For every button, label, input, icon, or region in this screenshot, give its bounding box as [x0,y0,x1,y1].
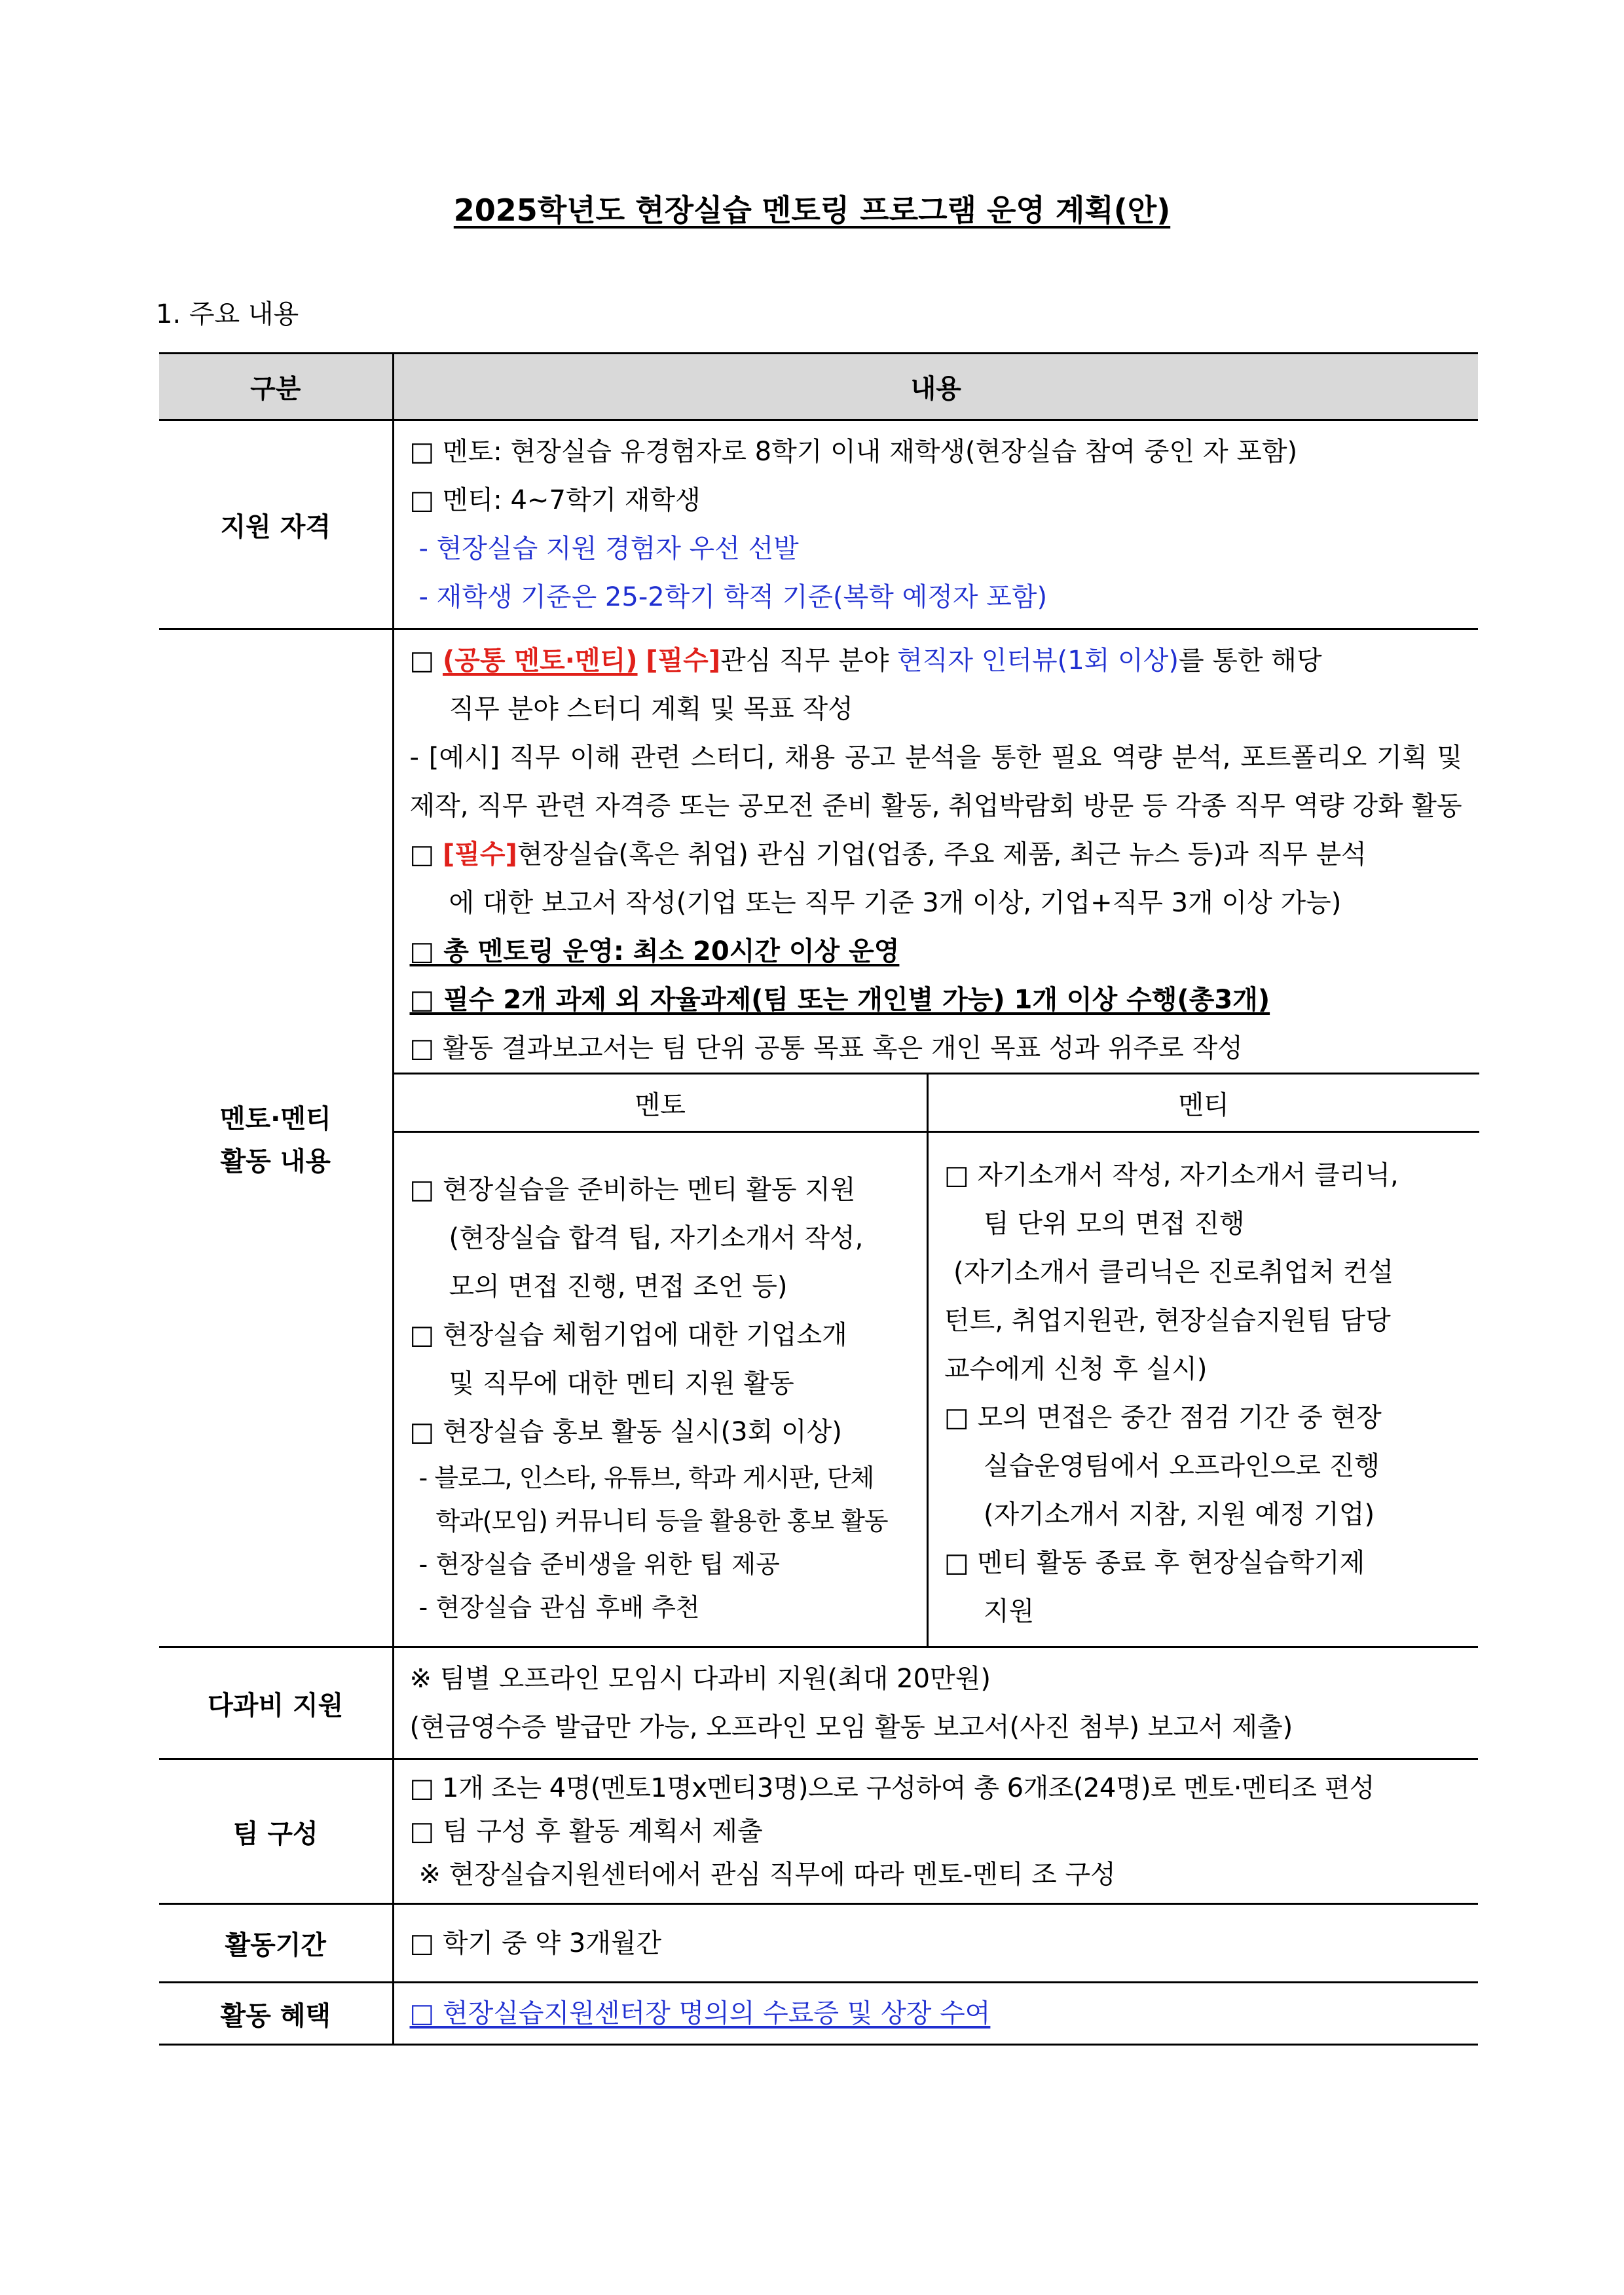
mentee-item: 팀 단위 모의 면접 진행 [984,1209,1245,1239]
mentee-item: □ 자기소개서 작성, 자기소개서 클리닉, [944,1160,1399,1190]
benefit-line: □ 현장실습지원센터장 명의의 수료증 및 상장 수여 [409,1998,991,2029]
header-category: 구분 [159,354,393,420]
eligibility-line: □ 멘티: 4~7학기 재학생 [409,485,701,515]
mentor-item: 및 직무에 대한 멘티 지원 활동 [449,1368,794,1399]
mentor-item: 학과(모임) 커뮤니티 등을 활용한 홍보 활동 [435,1507,888,1535]
mentor-header: 멘토 [394,1074,928,1132]
eligibility-row [159,420,1478,629]
period-content [393,1904,1478,1983]
header-content: 내용 [393,354,1478,420]
team-line: □ 1개 조는 4명(멘토1명x멘티3명)으로 구성하여 총 6개조(24명)로 멘토·멘티조 편성 [409,1773,1375,1803]
period-line: □ 학기 중 약 3개월간 [409,1928,662,1958]
team-line: □ 팀 구성 후 활동 계획서 제출 [409,1816,763,1846]
result-report-line: □ 활동 결과보고서는 팀 단위 공통 목표 혹은 개인 목표 성과 위주로 작성 [409,1033,1243,1063]
report-required-tag: [필수] [443,839,517,870]
report-requirement-line1 [410,830,1463,879]
mentee-header: 멘티 [928,1074,1479,1132]
activities-row [159,629,1478,1647]
report-text: 현장실습(혹은 취업) 관심 기업(업종, 주요 제품, 최근 뉴스 등)과 직무 분석 [517,839,1367,870]
common-requirement-line2: 직무 분야 스터디 계획 및 목표 작성 [449,694,853,724]
team-content [393,1759,1478,1904]
mentor-item: 모의 면접 진행, 면접 조언 등) [449,1272,788,1302]
common-text-end: 를 통한 해당 [1178,646,1322,676]
mentor-item: - 현장실습 관심 후배 추천 [418,1593,700,1622]
team-row [159,1759,1478,1904]
page-title: 2025학년도 현장실습 멘토링 프로그램 운영 계획(안) [453,193,1171,228]
mentee-item: (자기소개서 클리닉은 진로취업처 컨설 [953,1257,1393,1287]
subtable-header [394,1074,1479,1132]
required-tag: [필수] [646,646,721,676]
main-table [159,352,1478,2046]
mentee-item: □ 멘티 활동 종료 후 현장실습학기제 [944,1548,1365,1578]
report-requirement-line2: 에 대한 보고서 작성(기업 또는 직무 기준 3개 이상, 기업+직무 3개 이상 가능) [449,888,1342,918]
self-task-line: □ 필수 2개 과제 외 자율과제(팀 또는 개인별 가능) 1개 이상 수행(총3개) [409,985,1270,1015]
mentor-mentee-subtable [394,1073,1479,1646]
activities-content [393,629,1478,1647]
common-text: 관심 직무 분야 [720,646,898,676]
table-header-row [159,354,1478,420]
mentee-item: 지원 [984,1596,1035,1626]
mentee-column [928,1132,1479,1647]
meeting-support-line: ※ 팀별 오프라인 모임시 다과비 지원(최대 20만원) [409,1664,991,1694]
example-text: - [예시] 직무 이해 관련 스터디, 채용 공고 분석을 통한 필요 역량 분석, 포트폴리오 기획 및 제작, 직무 관련 자격증 또는 공모전 준비 활동, 취업박람회 방문 등 각종 직무 역량 강화 활동 [409,743,1462,821]
meeting-support-line: (현금영수증 발급만 가능, 오프라인 모임 활동 보고서(사진 첨부) 보고서 제출) [409,1712,1293,1742]
mentor-item: (현장실습 합격 팁, 자기소개서 작성, [449,1223,864,1253]
eligibility-label: 지원 자격 [159,420,393,629]
activities-label [159,629,393,1647]
benefit-label: 활동 혜택 [159,1983,393,2045]
mentor-item: □ 현장실습을 준비하는 멘티 활동 지원 [409,1175,856,1205]
common-requirement-line1 [410,636,1463,685]
mentor-item: □ 현장실습 홍보 활동 실시(3회 이상) [409,1417,842,1447]
eligibility-line: - 현장실습 지원 경험자 우선 선발 [418,534,799,564]
team-line: ※ 현장실습지원센터에서 관심 직무에 따라 멘토-멘티 조 구성 [418,1860,1116,1890]
period-label: 활동기간 [159,1904,393,1983]
total-hours-line: □ 총 멘토링 운영: 최소 20시간 이상 운영 [409,936,900,966]
mentor-item: □ 현장실습 체험기업에 대한 기업소개 [409,1320,847,1350]
interview-highlight: 현직자 인터뷰(1회 이상) [897,646,1179,676]
section-heading: 1. 주요 내용 [156,299,299,329]
checkbox-glyph: □ [409,839,443,870]
mentee-item: 실습운영팀에서 오프라인으로 진행 [984,1451,1380,1481]
benefit-content [393,1983,1478,2045]
meeting-support-row [159,1647,1478,1759]
mentee-item: 교수에게 신청 후 실시) [944,1354,1208,1384]
common-tag: (공통 멘토·멘티) [443,646,638,676]
activities-label-line2: 활동 내용 [220,1147,331,1177]
team-label: 팀 구성 [159,1759,393,1904]
benefit-row [159,1983,1478,2045]
eligibility-content [393,420,1478,629]
mentor-column [394,1132,928,1647]
meeting-support-content [393,1647,1478,1759]
subtable-body [394,1132,1479,1647]
eligibility-line: - 재학생 기준은 25-2학기 학적 기준(복학 예정자 포함) [418,582,1048,612]
period-row [159,1904,1478,1983]
mentor-item: - 블로그, 인스타, 유튜브, 학과 게시판, 단체 [418,1463,874,1492]
mentee-item: □ 모의 면접은 중간 점검 기간 중 현장 [944,1403,1382,1433]
meeting-support-label: 다과비 지원 [159,1647,393,1759]
eligibility-line: □ 멘토: 현장실습 유경험자로 8학기 이내 재학생(현장실습 참여 중인 자 포함) [409,437,1298,467]
mentor-item: - 현장실습 준비생을 위한 팁 제공 [418,1550,780,1579]
mentee-item: (자기소개서 지참, 지원 예정 기업) [984,1499,1375,1530]
activities-label-line1: 멘토·멘티 [219,1104,331,1134]
checkbox-glyph: □ [409,646,443,676]
mentee-item: 턴트, 취업지원관, 현장실습지원팀 담당 [944,1306,1391,1336]
